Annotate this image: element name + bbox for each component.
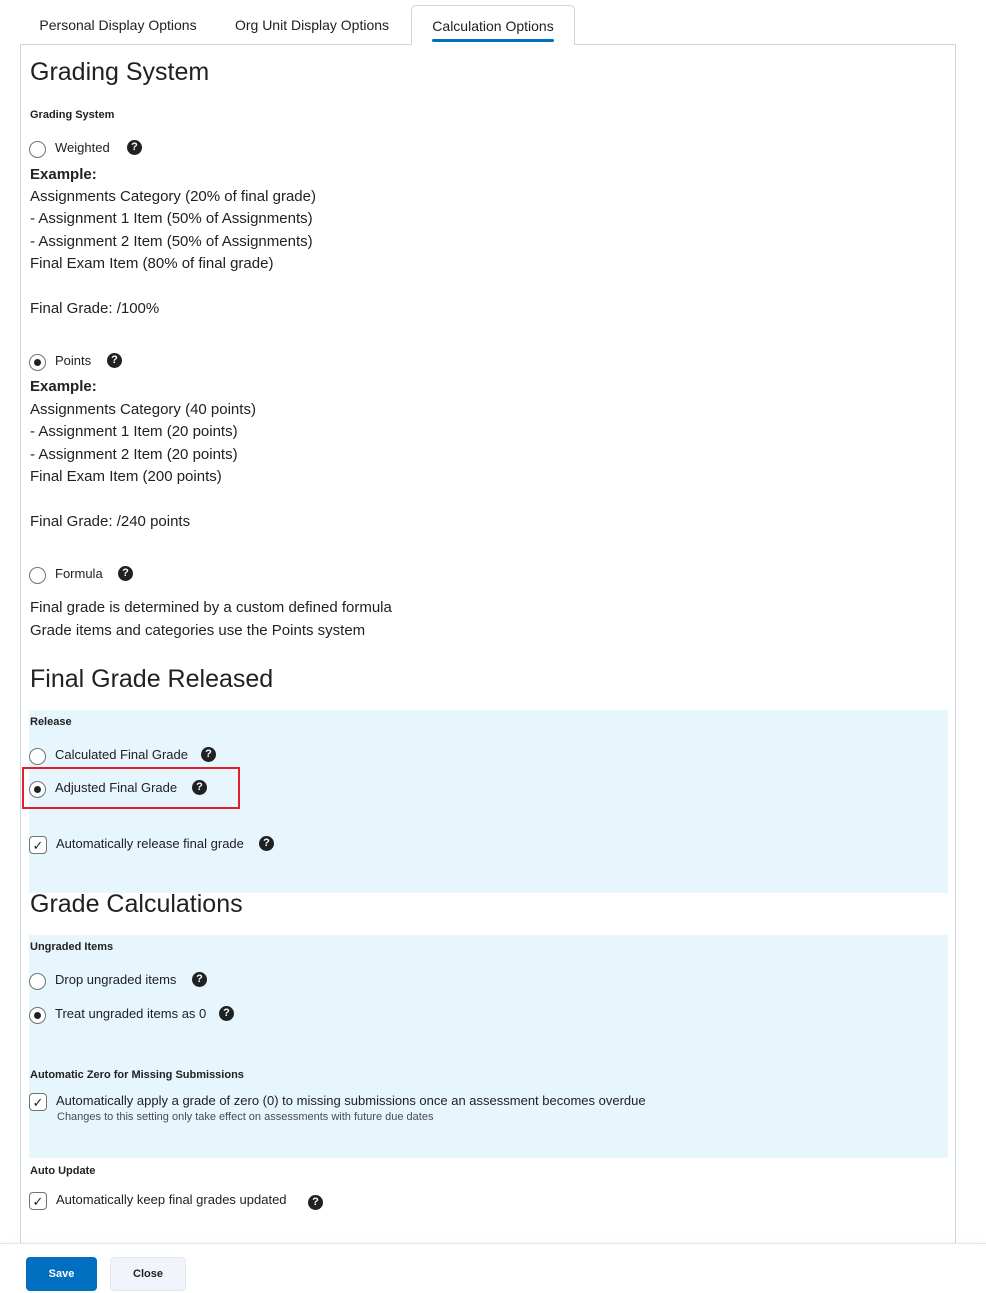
help-icon[interactable]: ? [259, 836, 274, 851]
calculated-final-grade-radio[interactable] [29, 748, 46, 765]
final-grade-released-heading: Final Grade Released [30, 665, 274, 693]
points-example-line: Assignments Category (40 points) [30, 401, 256, 418]
weighted-example-title: Example: [30, 166, 97, 183]
points-label: Points [55, 352, 92, 368]
tab-label: Personal Display Options [39, 17, 197, 33]
help-icon[interactable]: ? [118, 566, 133, 581]
help-icon[interactable]: ? [107, 353, 122, 368]
help-icon[interactable]: ? [308, 1195, 323, 1210]
help-icon[interactable]: ? [192, 972, 207, 987]
auto-zero-option[interactable] [29, 1089, 646, 1111]
checkmark-icon: ✓ [32, 1193, 44, 1209]
auto-update-option-label: Automatically keep final grades updated [56, 1191, 287, 1207]
ungraded-items-label: Ungraded Items [30, 941, 114, 953]
points-example-title: Example: [30, 378, 97, 395]
weighted-label: Weighted [55, 139, 110, 155]
auto-zero-label: Automatic Zero for Missing Submissions [30, 1069, 244, 1081]
auto-update-option[interactable] [29, 1188, 287, 1210]
drop-ungraded-label: Drop ungraded items [55, 971, 177, 987]
help-icon[interactable]: ? [127, 140, 142, 155]
weighted-radio[interactable] [29, 141, 46, 158]
checkmark-icon: ✓ [32, 837, 44, 853]
auto-release-checkbox[interactable] [29, 836, 47, 854]
auto-update-checkbox[interactable] [29, 1192, 47, 1210]
points-radio-option[interactable] [29, 349, 91, 371]
formula-description-line: Grade items and categories use the Points system [30, 622, 366, 639]
points-example-line: Final Exam Item (200 points) [30, 468, 222, 485]
tab-calculation-options[interactable] [411, 5, 575, 45]
auto-zero-checkbox[interactable] [29, 1093, 47, 1111]
auto-release-label: Automatically release final grade [56, 835, 244, 851]
points-example-line: - Assignment 1 Item (20 points) [30, 423, 238, 440]
weighted-final-grade: Final Grade: /100% [30, 300, 160, 317]
weighted-example-line: Assignments Category (20% of final grade) [30, 188, 316, 205]
close-button[interactable]: Close [110, 1257, 186, 1291]
drop-ungraded-option[interactable] [29, 968, 176, 990]
weighted-example-line: Final Exam Item (80% of final grade) [30, 255, 274, 272]
help-icon[interactable]: ? [201, 747, 216, 762]
formula-label: Formula [55, 565, 103, 581]
formula-description-line: Final grade is determined by a custom defined formula [30, 599, 392, 616]
save-button[interactable]: Save [26, 1257, 97, 1291]
auto-update-label: Auto Update [30, 1165, 96, 1177]
points-radio[interactable] [29, 354, 46, 371]
auto-release-option[interactable] [29, 832, 244, 854]
help-icon[interactable]: ? [219, 1006, 234, 1021]
calculated-final-grade-option[interactable] [29, 743, 188, 765]
treat-ungraded-option[interactable] [29, 1002, 206, 1024]
footer-bar [0, 1243, 986, 1293]
grade-calculations-heading: Grade Calculations [30, 890, 243, 918]
weighted-example-line: - Assignment 2 Item (50% of Assignments) [30, 233, 313, 250]
checkmark-icon: ✓ [32, 1094, 44, 1110]
calculated-final-grade-label: Calculated Final Grade [55, 746, 188, 762]
help-icon[interactable]: ? [192, 780, 207, 795]
treat-ungraded-label: Treat ungraded items as 0 [55, 1005, 207, 1021]
formula-radio[interactable] [29, 567, 46, 584]
release-field-label: Release [30, 716, 72, 728]
points-final-grade: Final Grade: /240 points [30, 513, 191, 530]
adjusted-final-grade-label: Adjusted Final Grade [55, 779, 178, 795]
tab-personal-display-options[interactable] [28, 6, 208, 44]
auto-zero-option-label: Automatically apply a grade of zero (0) to missing submissions once an assessment becomes overdue [56, 1092, 646, 1108]
tab-org-unit-display-options[interactable] [227, 6, 397, 44]
highlight-box [22, 767, 240, 809]
treat-ungraded-radio[interactable] [29, 1007, 46, 1024]
grading-system-field-label: Grading System [30, 109, 115, 121]
weighted-example-line: - Assignment 1 Item (50% of Assignments) [30, 210, 313, 227]
drop-ungraded-radio[interactable] [29, 973, 46, 990]
formula-radio-option[interactable] [29, 562, 103, 584]
tab-label: Calculation Options [432, 17, 554, 34]
tab-label: Org Unit Display Options [234, 17, 390, 33]
auto-zero-note: Changes to this setting only take effect on assessments with future due dates [57, 1111, 434, 1123]
weighted-radio-option[interactable] [29, 136, 110, 158]
tab-bar [20, 0, 956, 45]
points-example-line: - Assignment 2 Item (20 points) [30, 446, 238, 463]
grading-system-heading: Grading System [30, 58, 210, 86]
